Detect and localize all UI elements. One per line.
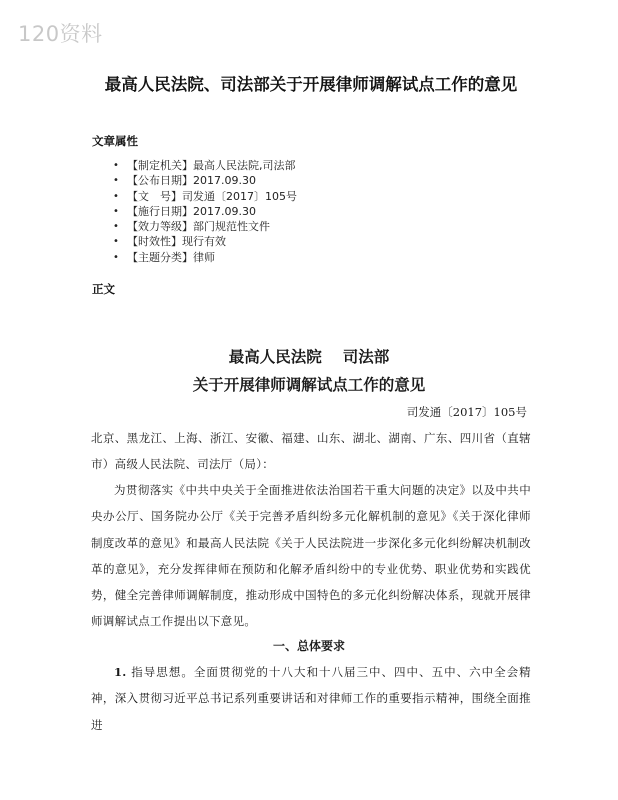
- list-item: • 【时效性】现行有效: [113, 235, 226, 249]
- addressees: 北京、黑龙江、上海、浙江、安徽、福建、山东、湖北、湖南、广东、四川省（直辖市）高级人民法院、司法厅（局）：: [91, 431, 531, 472]
- issuers-heading: 最高人民法院 司法部: [228, 348, 390, 366]
- bullet-icon: •: [113, 190, 119, 202]
- list-item: • 【主题分类】律师: [113, 250, 215, 264]
- intro-paragraph: 为贯彻落实《中共中央关于全面推进依法治国若干重大问题的决定》以及中共中央办公厅、国务院办公厅《关于完善矛盾纠纷多元化解机制的意见》《关于深化律师制度改革的意见》和最高人民法院《关于人民法院进一步深化多元化纠纷解决机制改革的意见》，充分发挥律师在预防和化解矛盾纠纷中的专业优势、职业优势和实践优势，健全完善律师调解制度，推动形成中国特色的多元化纠纷解决体系，现就开展律师调解试点工作提出以下意见。: [91, 483, 531, 629]
- item-text: 指导思想。全面贯彻党的十八大和十八届三中、四中、五中、六中全会精神，深入贯彻习近平总书记系列重要讲话和对律师工作的重要指示精神，围绕全面推进: [91, 665, 531, 732]
- page-title: 最高人民法院、司法部关于开展律师调解试点工作的意见: [104, 75, 518, 94]
- bullet-icon: •: [113, 221, 119, 233]
- attributes-list: [113, 158, 297, 265]
- bullet-icon: •: [113, 175, 119, 187]
- item-paragraph: [91, 659, 531, 738]
- attributes-label: 文章属性: [92, 134, 138, 148]
- bullet-icon: •: [113, 236, 119, 248]
- document-heading: 关于开展律师调解试点工作的意见: [192, 376, 426, 394]
- list-item: • 【制定机关】最高人民法院,司法部: [113, 159, 296, 172]
- item-number: 1.: [114, 665, 127, 679]
- bullet-icon: •: [113, 251, 119, 263]
- list-item: • 【效力等级】部门规范性文件: [113, 220, 270, 234]
- document-number: 司发通〔2017〕105号: [406, 405, 527, 419]
- list-item: • 【公布日期】2017.09.30: [113, 174, 256, 188]
- list-item: • 【施行日期】2017.09.30: [113, 204, 256, 218]
- body-label: 正文: [92, 282, 115, 296]
- bullet-icon: •: [113, 160, 119, 171]
- section-heading: 一、总体要求: [272, 639, 345, 653]
- watermark: 120资料: [18, 22, 103, 46]
- list-item: • 【文 号】司发通〔2017〕105号: [113, 189, 297, 203]
- bullet-icon: •: [113, 205, 119, 217]
